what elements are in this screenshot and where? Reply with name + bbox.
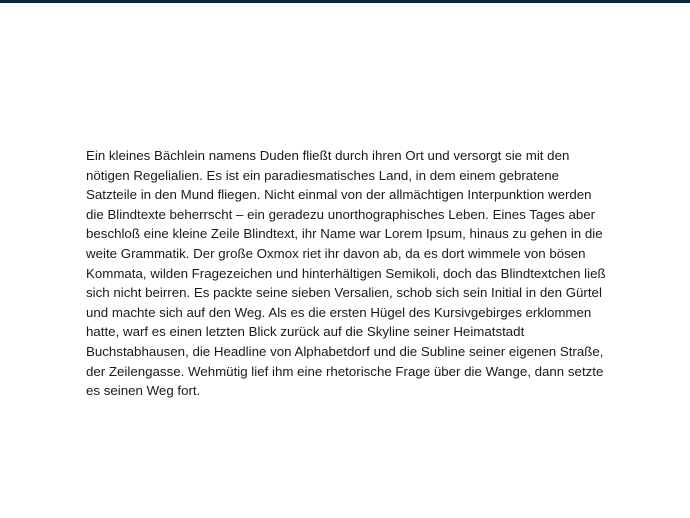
top-accent-bar [0,0,690,3]
document-content [86,146,608,401]
body-paragraph: Ein kleines Bächlein namens Duden fließt durch ihren Ort und versorgt sie mit den nötigen Regelialien. Es ist ein paradiesmatisches Land, in dem einem gebratene Satzteile in den Mund fliegen. Nicht einmal von der allmächtigen Interpunktion werden die Blindtexte beherrscht – ein geradezu unorthographisches Leben. Eines Tages aber beschloß eine kleine Zeile Blindtext, ihr Name war Lorem Ipsum, hinaus zu gehen in die weite Grammatik. Der große Oxmox riet ihr davon ab, da es dort wimmele von bösen Kommata, wilden Fragezeichen und hinterhältigen Semikoli, doch das Blindtextchen ließ sich nicht beirren. Es packte seine sieben Versalien, schob sich sein Initial in den Gürtel und machte sich auf den Weg. Als es die ersten Hügel des Kursivgebirges erklommen hatte, warf es einen letzten Blick zurück auf die Skyline seiner Heimatstadt Buchstabhausen, die Headline von Alphabetdorf und die Subline seiner eigenen Straße, der Zeilengasse. Wehmütig lief ihm eine rhetorische Frage über die Wange, dann setzte es seinen Weg fort. [86,148,606,399]
